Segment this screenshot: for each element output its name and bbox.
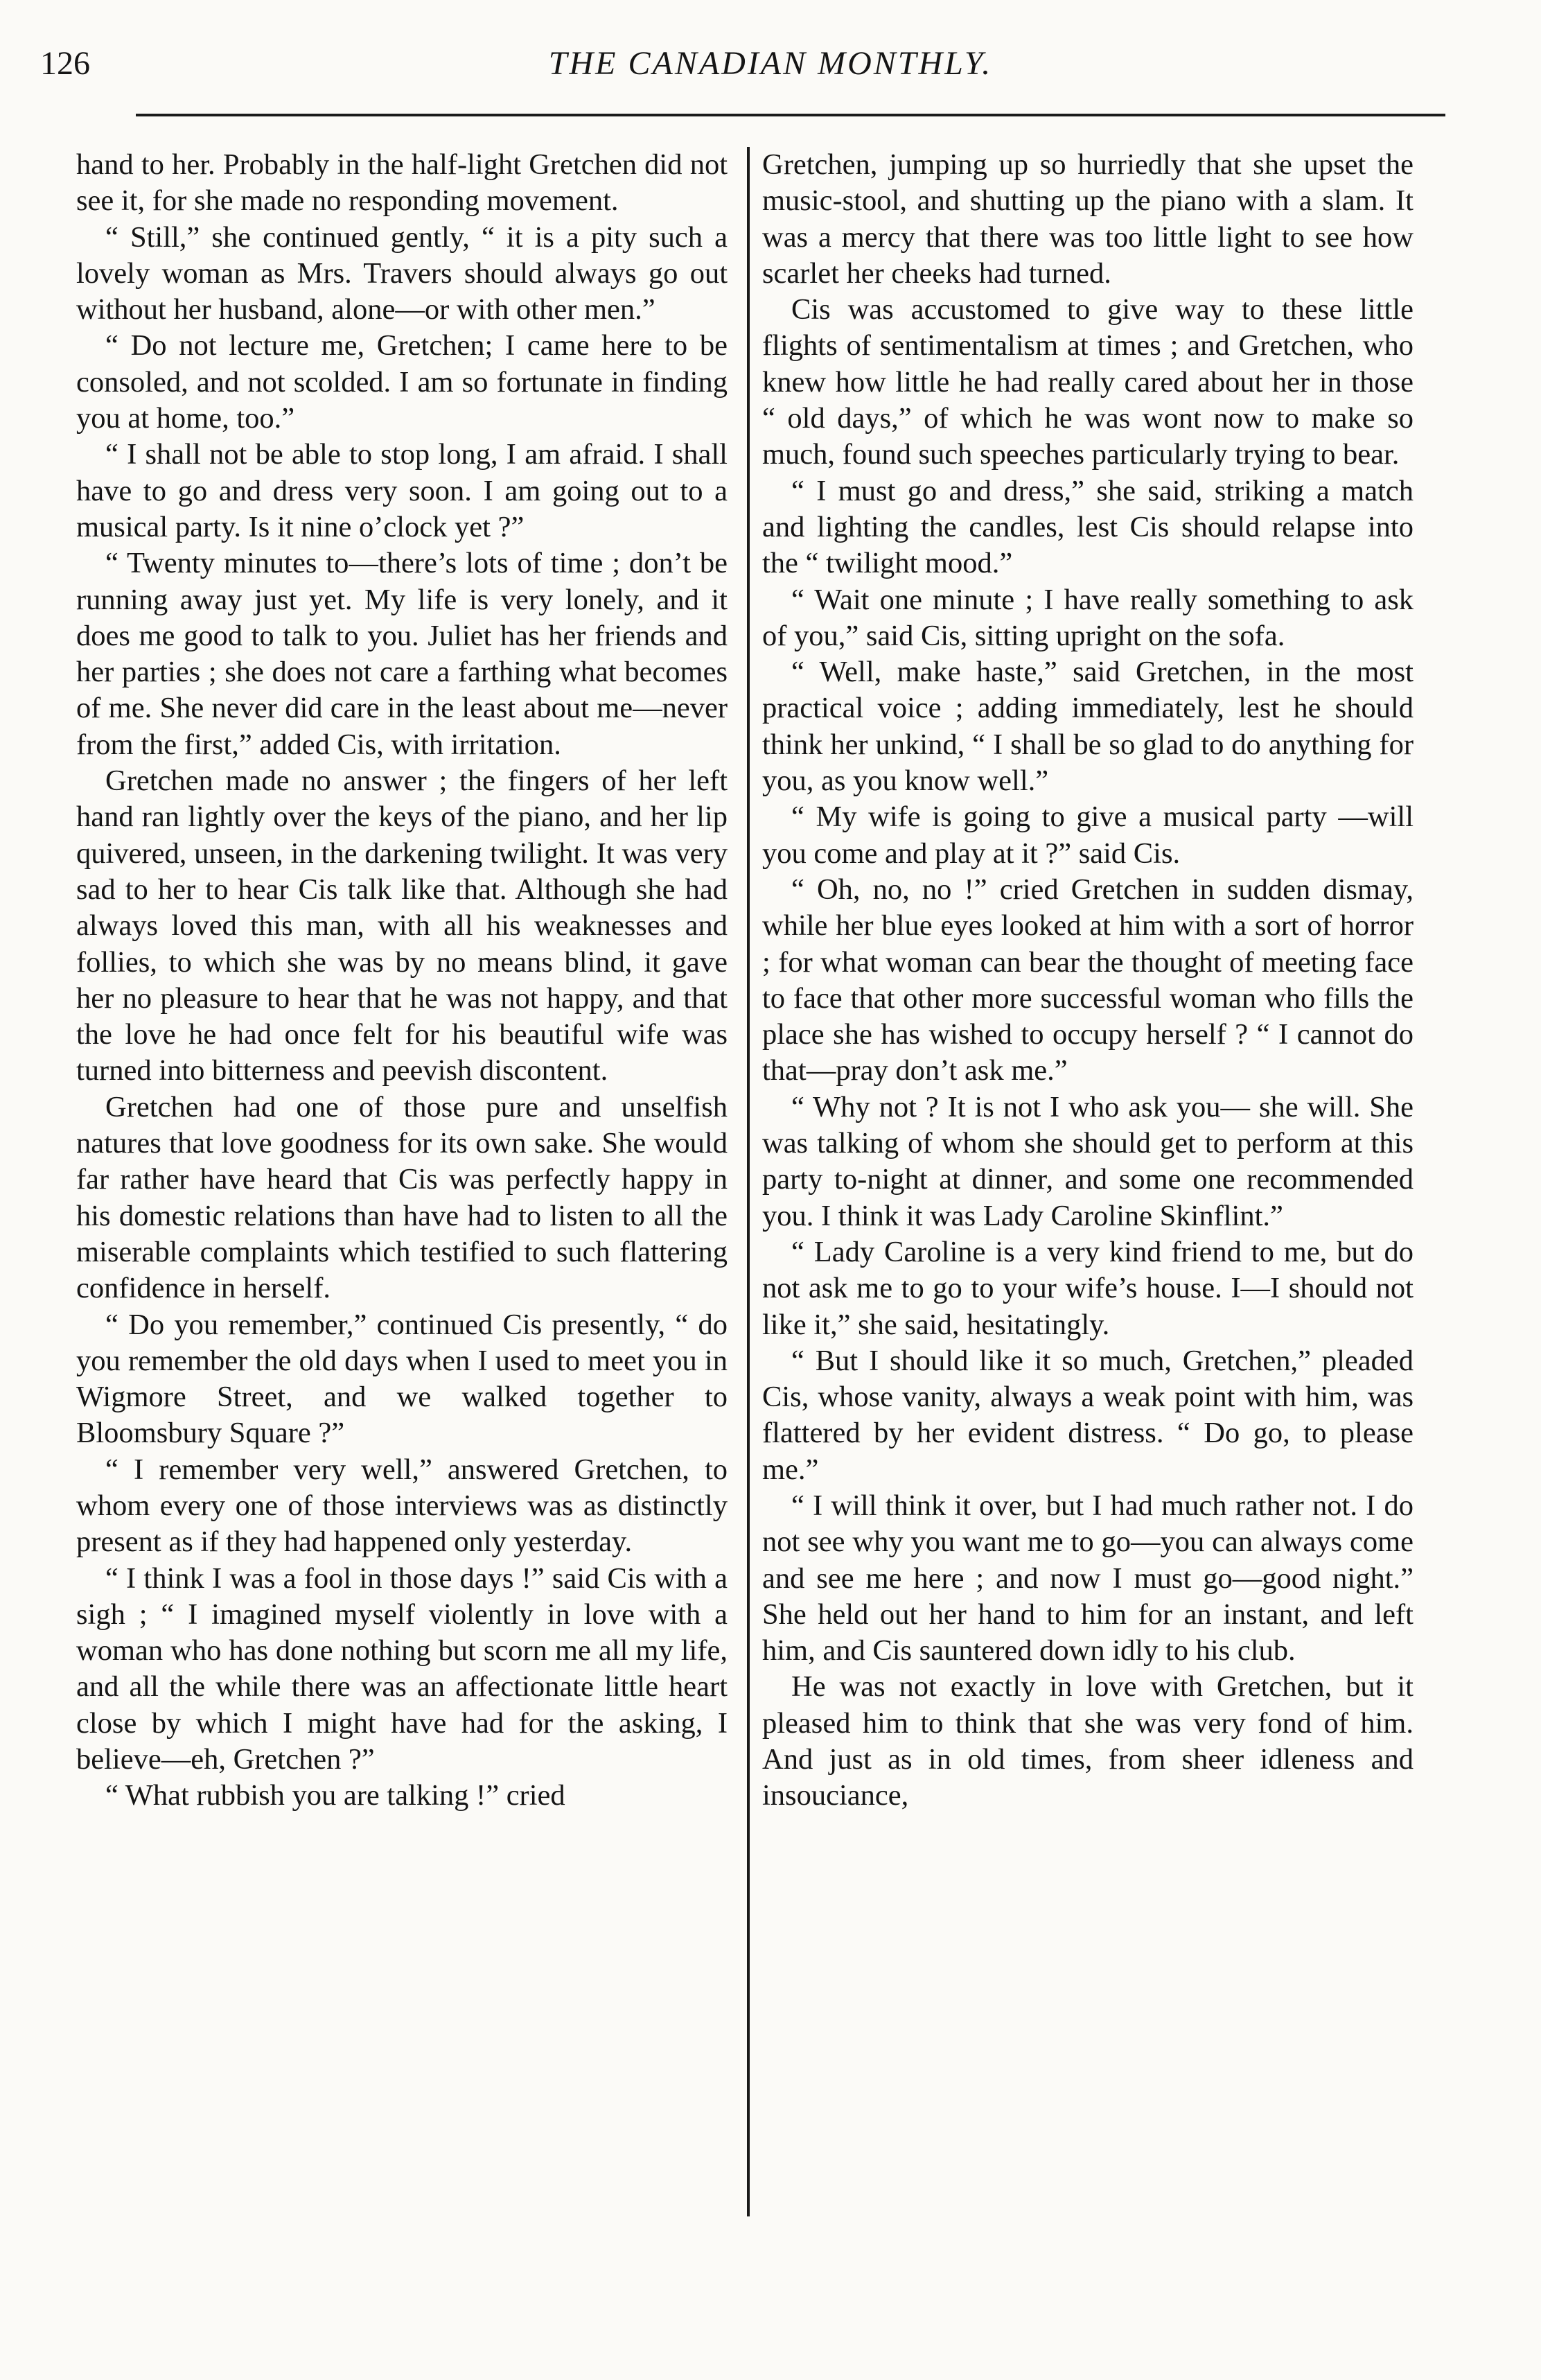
paragraph: “ Oh, no, no !” cried Gretchen in sudden dismay, while her blue eyes looked at him with a sort of horror ; for what woman can bear the thought of meeting face to face that other more successful woman who fills the place she has wished to occupy herself ? “ I cannot do that—pray don’t ask me.” [762,873,1414,1087]
left-column [76,147,728,1814]
right-column [762,147,1414,1814]
paragraph: “ Still,” she continued gently, “ it is a pity such a lovely woman as Mrs. Travers should always go out without her husband, alone—or with other men.” [76,220,728,326]
paragraph: Gretchen had one of those pure and unselfish natures that love goodness for its own sake. She would far rather have heard that Cis was perfectly happy in his domestic relations than have had to listen to all the miserable complaints which testified to such flattering confidence in herself. [76,1090,728,1305]
running-title: THE CANADIAN MONTHLY. [548,45,993,82]
paragraph: “ I must go and dress,” she said, striking a match and lighting the candles, lest Cis should relapse into the “ twilight mood.” [762,474,1414,580]
paragraph: Cis was accustomed to give way to these little flights of sentimentalism at times ; and Gretchen, who knew how little he had really cared about her in those “ old days,” of which he was wont now to make so much, found such speeches particularly trying to bear. [762,293,1414,471]
paragraph: “ I think I was a fool in those days !” said Cis with a sigh ; “ I imagined myself violently in love with a woman who has done nothing but scorn me all my life, and all the while there was an affectionate little heart close by which I might have had for the asking, I believe—eh, Gretchen ?” [76,1561,728,1776]
paragraph: “ I remember very well,” answered Gretchen, to whom every one of those interviews was as distinctly present as if they had happened only yesterday. [76,1453,728,1559]
paragraph: “ Wait one minute ; I have really something to ask of you,” said Cis, sitting upright on the sofa. [762,583,1414,652]
paragraph: hand to her. Probably in the half-light Gretchen did not see it, for she made no responding movement. [76,148,728,218]
paragraph: Gretchen made no answer ; the fingers of her left hand ran lightly over the keys of the piano, and her lip quivered, unseen, in the darkening twilight. It was very sad to her to hear Cis talk like that. Although she had always loved this man, with all his weaknesses and follies, to which she was by no means blind, it gave her no pleasure to hear that he was not happy, and that the love he had once felt for his beautiful wife was turned into bitterness and peevish discontent. [76,764,728,1087]
paragraph: “ Twenty minutes to—there’s lots of time ; don’t be running away just yet. My life is very lonely, and it does me good to talk to you. Juliet has her friends and her parties ; she does not care a farthing what becomes of me. She never did care in the least about me—never from the first,” added Cis, with irritation. [76,547,728,761]
paragraph: “ Do not lecture me, Gretchen; I came here to be consoled, and not scolded. I am so fortunate in finding you at home, too.” [76,329,728,435]
paragraph: “ Well, make haste,” said Gretchen, in the most practical voice ; adding immediately, lest he should think her unkind, “ I shall be so glad to do anything for you, as you know well.” [762,656,1414,798]
column-divider [747,147,750,2216]
paragraph: “ My wife is going to give a musical party —will you come and play at it ?” said Cis. [762,800,1414,870]
paragraph: “ I shall not be able to stop long, I am afraid. I shall have to go and dress very soon. I am going out to a musical party. Is it nine o’clock yet ?” [76,438,728,543]
paragraph: “ Why not ? It is not I who ask you— she will. She was talking of whom she should get to perform at this party to-night at dinner, and some one recommended you. I think it was Lady Caroline Skinflint.” [762,1090,1414,1232]
header-rule [136,114,1445,116]
paragraph: “ What rubbish you are talking !” cried [105,1779,565,1812]
paragraph: He was not exactly in love with Gretchen, but it pleased him to think that she was very fond of him. And just as in old times, from sheer idleness and insouciance, [762,1670,1414,1812]
paragraph: Gretchen, jumping up so hurriedly that she upset the music-stool, and shutting up the piano with a slam. It was a mercy that there was too little light to see how scarlet her cheeks had turned. [762,148,1414,290]
paragraph: “ But I should like it so much, Gretchen,” pleaded Cis, whose vanity, always a weak point with him, was flattered by her evident distress. “ Do go, to please me.” [762,1344,1414,1486]
page-number: 126 [40,45,90,82]
paragraph: “ Lady Caroline is a very kind friend to me, but do not ask me to go to your wife’s house. I—I should not like it,” she said, hesitatingly. [762,1235,1414,1341]
paragraph: “ Do you remember,” continued Cis presently, “ do you remember the old days when I used to meet you in Wigmore Street, and we walked together to Bloomsbury Square ?” [76,1308,728,1450]
paragraph: “ I will think it over, but I had much rather not. I do not see why you want me to go—you can always come and see me here ; and now I must go—good night.” She held out her hand to him for an instant, and left him, and Cis sauntered down idly to his club. [762,1489,1414,1668]
